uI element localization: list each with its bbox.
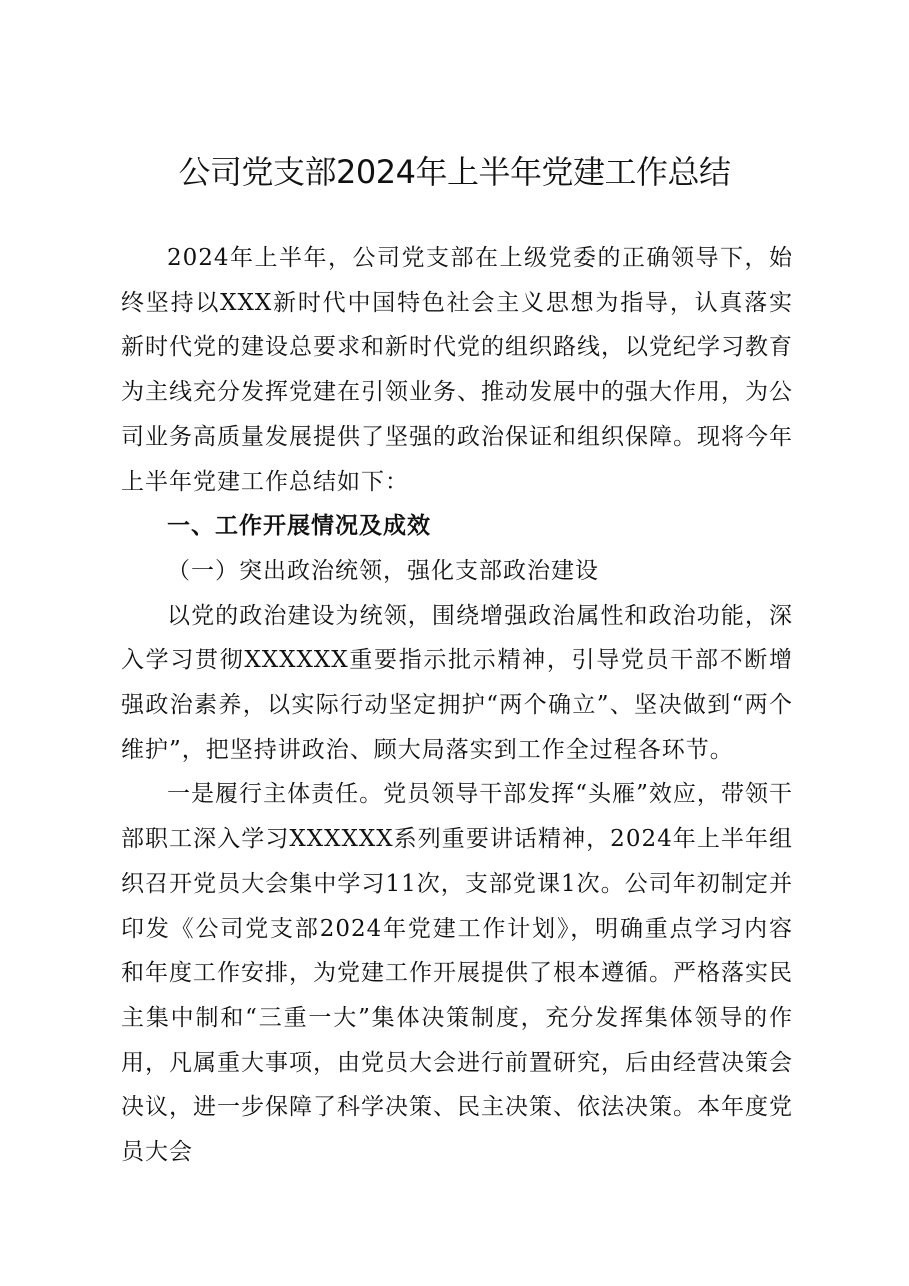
section-heading: 一、工作开展情况及成效 [167, 513, 431, 540]
intro-paragraph: 2024年上半年，公司党支部在上级党委的正确领导下，始终坚持以XXX新时代中国特色社会主义思想为指导，认真落实新时代党的建设总要求和新时代党的组织路线，以党纪学习教育为主线充分发挥党建在引领业务、推动发展中的强大作用，为公司业务高质量发展提供了坚强的政治保证和组织保障。现将今年上半年党建工作总结如下： [121, 245, 793, 495]
subsection-paragraph: 以党的政治建设为统领，围绕增强政治属性和政治功能，深入学习贯彻XXXXXX重要指示批示精神，引导党员干部不断增强政治素养，以实际行动坚定拥护“两个确立”、坚决做到“两个维护”，把坚持讲政治、顾大局落实到工作全过程各环节。 [121, 602, 793, 763]
document-title: 公司党支部2024年上半年党建工作总结 [178, 153, 731, 191]
point-paragraph: 一是履行主体责任。党员领导干部发挥“头雁”效应，带领干部职工深入学习XXXXXX系列重要讲话精神，2024年上半年组织召开党员大会集中学习11次，支部党课1次。公司年初制定并印发《公司党支部2024年党建工作计划》，明确重点学习内容和年度工作安排，为党建工作开展提供了根本遵循。严格落实民主集中制和“三重一大”集体决策制度，充分发挥集体领导的作用，凡属重大事项，由党员大会进行前置研究，后由经营决策会决议，进一步保障了科学决策、民主决策、依法决策。本年度党员大会 [121, 781, 793, 1166]
document-body [121, 236, 793, 1175]
subsection-heading: （一）突出政治统领，强化支部政治建设 [167, 557, 599, 584]
